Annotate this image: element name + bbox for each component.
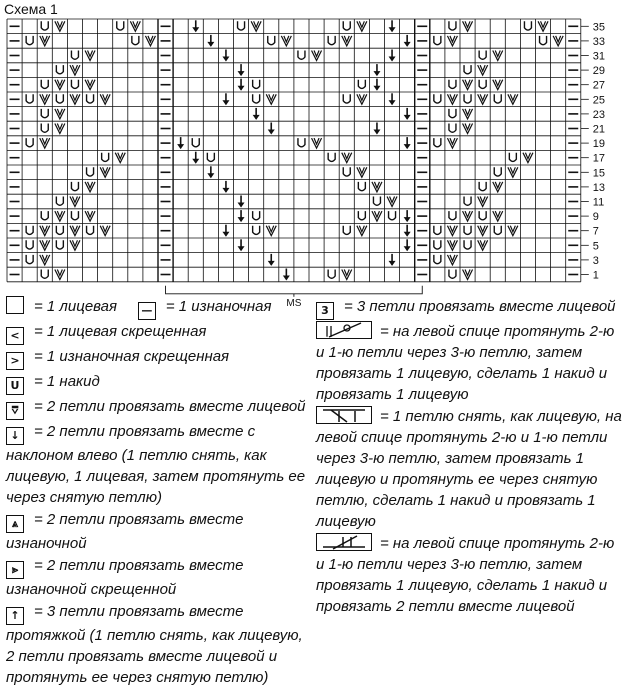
yarn-over-mark <box>41 270 48 279</box>
k2tog-mark <box>55 109 65 119</box>
k2tog-mark <box>251 21 261 31</box>
k2tog-mark <box>70 197 80 207</box>
k2tog-mark <box>40 138 50 148</box>
yarn-over-mark <box>479 80 486 89</box>
yarn-over-mark <box>494 167 501 176</box>
legend-ssk: ↓ = 2 петли провязать вместе с наклоном влево (1 петлю снять, как лицевую, 1 лицевая, затем протянуть ее через снятую петлю) <box>6 423 306 506</box>
yarn-over-mark <box>117 21 124 30</box>
k2tog-mark <box>100 94 110 104</box>
ssk-arrowhead <box>404 144 411 149</box>
twisted-purl-icon: > <box>6 352 24 370</box>
k2tog-mark <box>40 94 50 104</box>
cross-stitch-2-icon <box>316 406 372 424</box>
yarn-over-mark <box>298 51 305 60</box>
p2tog-twisted-icon: ⪢ <box>6 561 24 579</box>
yarn-over-mark <box>26 240 33 249</box>
yarn-over-mark <box>298 138 305 147</box>
yarn-over-mark <box>87 226 94 235</box>
k2tog-mark <box>508 226 518 236</box>
yarn-over-mark <box>479 182 486 191</box>
yarn-over-mark <box>358 80 365 89</box>
k2tog-mark <box>357 226 367 236</box>
row-number: 17 <box>592 152 606 165</box>
k2tog-mark <box>447 240 457 250</box>
k2tog-icon: ⩢ <box>6 402 24 420</box>
k3tog-icon: 3 <box>316 302 334 320</box>
ssk-arrowhead <box>404 246 411 251</box>
k2tog-mark <box>40 36 50 46</box>
yarn-over-mark <box>26 36 33 45</box>
row-number: 9 <box>592 211 599 224</box>
k2tog-mark <box>342 153 352 163</box>
cross-stitch-1-icon <box>316 321 372 339</box>
k2tog-mark <box>40 240 50 250</box>
yarn-over-mark <box>343 21 350 30</box>
yarn-over-mark <box>71 211 78 220</box>
yarn-over-mark <box>479 51 486 60</box>
k2tog-mark <box>85 211 95 221</box>
row-number: 7 <box>592 225 599 238</box>
k2tog-mark <box>478 94 488 104</box>
row-number: 27 <box>592 79 606 92</box>
k2tog-mark <box>478 65 488 75</box>
k2tog-mark <box>447 36 457 46</box>
yarn-over-mark <box>56 197 63 206</box>
ssk-arrowhead <box>373 71 380 76</box>
yarn-over-mark <box>26 138 33 147</box>
k2tog-mark <box>463 109 473 119</box>
ssk-arrowhead <box>268 130 275 135</box>
yarn-over-mark <box>192 138 199 147</box>
arrow-down-icon: ↓ <box>6 427 24 445</box>
knit-icon <box>6 296 24 314</box>
k2tog-mark <box>312 138 322 148</box>
yarn-over-mark <box>253 80 260 89</box>
yarn-over-mark <box>41 80 48 89</box>
yarn-over-mark <box>434 36 441 45</box>
ssk-arrowhead <box>404 232 411 237</box>
ssk-arrowhead <box>222 188 229 193</box>
k2tog-mark <box>55 124 65 134</box>
ssk-arrowhead <box>222 100 229 105</box>
k2tog-mark <box>387 197 397 207</box>
yarn-over-icon: U <box>6 377 24 395</box>
yarn-over-mark <box>494 226 501 235</box>
legend-p2tog-twisted: ⪢ = 2 петли провязать вместе изнаночной скрещенной <box>6 557 244 598</box>
k2tog-mark <box>463 80 473 90</box>
k2tog-mark <box>70 65 80 75</box>
legend-left <box>6 296 306 689</box>
yarn-over-mark <box>26 226 33 235</box>
row-number: 31 <box>592 50 606 63</box>
k2tog-mark <box>372 211 382 221</box>
ssk-arrowhead <box>404 115 411 120</box>
yarn-over-mark <box>71 182 78 191</box>
k2tog-mark <box>55 80 65 90</box>
k2tog-mark <box>493 80 503 90</box>
legend-k2tog: ⩢ = 2 петли провязать вместе лицевой <box>6 396 306 420</box>
ssk-arrowhead <box>192 27 199 32</box>
k2tog-mark <box>447 226 457 236</box>
yarn-over-mark <box>71 80 78 89</box>
k2tog-mark <box>493 51 503 61</box>
yarn-over-mark <box>449 21 456 30</box>
yarn-over-mark <box>56 240 63 249</box>
svg-text:||: || <box>325 324 334 337</box>
yarn-over-mark <box>56 65 63 74</box>
k2tog-mark <box>478 197 488 207</box>
k2tog-mark <box>463 211 473 221</box>
ssk-arrowhead <box>207 173 214 178</box>
row-number: 25 <box>592 94 606 107</box>
row-number: 15 <box>592 167 606 180</box>
purl-icon: — <box>138 302 156 320</box>
legend-cross-2: = 1 петлю снять, как лицевую, на левой спице протянуть 2-ю и 1-ю петли через 3-ю петлю, затем провязать 1 лицевую и протянуть ее через снятую петлю, сделать 1 накид и провязать 1 лицевую <box>316 408 622 530</box>
yarn-over-mark <box>464 226 471 235</box>
k2tog-mark <box>266 226 276 236</box>
yarn-over-mark <box>56 226 63 235</box>
yarn-over-mark <box>343 167 350 176</box>
row-number: 19 <box>592 138 606 151</box>
k2tog-mark <box>55 270 65 280</box>
yarn-over-mark <box>26 94 33 103</box>
ssk-arrowhead <box>283 276 290 281</box>
yarn-over-mark <box>238 21 245 30</box>
yarn-over-mark <box>87 167 94 176</box>
k2tog-mark <box>70 94 80 104</box>
ssk-arrowhead <box>253 115 260 120</box>
legend-p2tog: ⩓ = 2 петли провязать вместе изнаночной <box>6 511 244 552</box>
k2tog-mark <box>463 21 473 31</box>
k2tog-mark <box>85 182 95 192</box>
yarn-over-mark <box>268 36 275 45</box>
yarn-over-mark <box>358 182 365 191</box>
yarn-over-mark <box>509 153 516 162</box>
ssk-arrowhead <box>373 130 380 135</box>
yarn-over-mark <box>253 94 260 103</box>
k2tog-mark <box>342 270 352 280</box>
legend-twisted-knit: < = 1 лицевая скрещенная <box>6 321 306 345</box>
row-number: 35 <box>592 21 606 34</box>
k2tog-mark <box>100 167 110 177</box>
legend-k3tog: 3 = 3 петли провязать вместе лицевой <box>316 296 622 320</box>
cross-stitch-3-icon <box>316 533 372 551</box>
k2tog-mark <box>447 94 457 104</box>
k2tog-mark <box>478 240 488 250</box>
yarn-over-mark <box>449 270 456 279</box>
yarn-over-mark <box>494 94 501 103</box>
yarn-over-mark <box>343 226 350 235</box>
row-number: 11 <box>592 196 605 209</box>
k2tog-mark <box>357 167 367 177</box>
legend-cross-1: || = на левой спице протянуть 2-ю и 1-ю петли через 3-ю петлю, затем провязать 1 лицевую, сделать 1 накид и провязать 1 лицевую <box>316 323 615 403</box>
chart-title: Схема 1 <box>4 1 58 17</box>
twisted-knit-icon: < <box>6 327 24 345</box>
k2tog-mark <box>538 21 548 31</box>
yarn-over-mark <box>253 211 260 220</box>
k2tog-mark <box>266 94 276 104</box>
yarn-over-mark <box>434 255 441 264</box>
yarn-over-mark <box>449 211 456 220</box>
k2tog-mark <box>55 211 65 221</box>
yarn-over-mark <box>449 109 456 118</box>
ssk-arrowhead <box>238 86 245 91</box>
yarn-over-mark <box>207 153 214 162</box>
ssk-arrowhead <box>238 246 245 251</box>
k2tog-mark <box>342 36 352 46</box>
row-number: 13 <box>592 181 606 194</box>
k2tog-mark <box>70 240 80 250</box>
ssk-arrowhead <box>389 27 396 32</box>
yarn-over-mark <box>479 211 486 220</box>
yarn-over-mark <box>434 94 441 103</box>
k2tog-mark <box>553 36 563 46</box>
ssk-arrowhead <box>373 86 380 91</box>
k2tog-mark <box>40 255 50 265</box>
k2tog-mark <box>281 36 291 46</box>
k2tog-mark <box>357 94 367 104</box>
k2tog-mark <box>40 226 50 236</box>
yarn-over-mark <box>343 94 350 103</box>
yarn-over-mark <box>434 226 441 235</box>
yarn-over-mark <box>464 65 471 74</box>
ssk-arrowhead <box>238 71 245 76</box>
ssk-arrowhead <box>389 57 396 62</box>
ssk-arrowhead <box>177 144 184 149</box>
k2tog-mark <box>145 36 155 46</box>
k2tog-mark <box>523 153 533 163</box>
yarn-over-mark <box>434 138 441 147</box>
k2tog-mark <box>508 167 518 177</box>
yarn-over-mark <box>328 153 335 162</box>
p2tog-icon: ⩓ <box>6 515 24 533</box>
yarn-over-mark <box>449 80 456 89</box>
k2tog-mark <box>130 21 140 31</box>
ssk-arrowhead <box>404 42 411 47</box>
legend-twisted-purl: > = 1 изнаночная скрещенная <box>6 346 306 370</box>
row-number: 3 <box>592 254 599 267</box>
arrow-up-icon: ↑ <box>6 607 24 625</box>
yarn-over-mark <box>328 36 335 45</box>
row-number: 23 <box>592 108 606 121</box>
ssk-arrowhead <box>222 232 229 237</box>
row-number: 29 <box>592 65 606 78</box>
yarn-over-mark <box>389 211 396 220</box>
yarn-over-mark <box>56 94 63 103</box>
k2tog-mark <box>463 270 473 280</box>
ssk-arrowhead <box>389 261 396 266</box>
k2tog-mark <box>447 138 457 148</box>
yarn-over-mark <box>540 36 547 45</box>
ssk-arrowhead <box>192 159 199 164</box>
yarn-over-mark <box>328 270 335 279</box>
row-number: 33 <box>592 35 606 48</box>
k2tog-mark <box>508 94 518 104</box>
k2tog-mark <box>85 80 95 90</box>
row-number: 5 <box>592 240 599 253</box>
k2tog-mark <box>85 51 95 61</box>
yarn-over-mark <box>26 255 33 264</box>
yarn-over-mark <box>434 240 441 249</box>
repeat-bracket <box>166 286 423 294</box>
yarn-over-mark <box>87 94 94 103</box>
yarn-over-mark <box>253 226 260 235</box>
yarn-over-mark <box>373 197 380 206</box>
ssk-arrowhead <box>207 42 214 47</box>
yarn-over-mark <box>132 36 139 45</box>
k2tog-mark <box>115 153 125 163</box>
k2tog-mark <box>493 182 503 192</box>
ssk-arrowhead <box>389 100 396 105</box>
k2tog-mark <box>372 182 382 192</box>
k2tog-mark <box>357 21 367 31</box>
yarn-over-mark <box>524 21 531 30</box>
row-number: 21 <box>592 123 606 136</box>
legend-knit: = 1 лицевая — = 1 изнаночная <box>6 296 306 320</box>
k2tog-mark <box>100 226 110 236</box>
yarn-over-mark <box>102 153 109 162</box>
yarn-over-mark <box>41 124 48 133</box>
ssk-arrowhead <box>238 217 245 222</box>
yarn-over-mark <box>41 109 48 118</box>
legend-right <box>316 296 622 618</box>
repeat-label: MS <box>286 297 302 309</box>
legend-yarn-over: U = 1 накид <box>6 371 306 395</box>
yarn-over-mark <box>71 51 78 60</box>
yarn-over-mark <box>358 211 365 220</box>
legend-cross-3: = на левой спице протянуть 2-ю и 1-ю петли через 3-ю петлю, затем провязать 1 лицевую, сделать 1 накид и провязать 2 петли вместе лицевой <box>316 535 615 615</box>
yarn-over-mark <box>41 21 48 30</box>
ssk-arrowhead <box>268 261 275 266</box>
ssk-arrowhead <box>404 217 411 222</box>
row-number: 1 <box>592 269 599 282</box>
k2tog-mark <box>312 51 322 61</box>
ssk-arrowhead <box>238 203 245 208</box>
k2tog-mark <box>463 124 473 134</box>
k2tog-mark <box>478 226 488 236</box>
k2tog-mark <box>55 21 65 31</box>
ssk-arrowhead <box>222 57 229 62</box>
k2tog-mark <box>70 226 80 236</box>
yarn-over-mark <box>464 240 471 249</box>
k2tog-mark <box>447 255 457 265</box>
yarn-over-mark <box>41 211 48 220</box>
legend-k3tog-pull: ↑ = 3 петли провязать вместе протяжкой (1 петлю снять, как лицевую, 2 петли провязать вместе лицевой и протянуть ее через снятую петлю) <box>6 603 303 686</box>
yarn-over-mark <box>449 124 456 133</box>
yarn-over-mark <box>464 94 471 103</box>
k2tog-mark <box>493 211 503 221</box>
yarn-over-mark <box>464 197 471 206</box>
